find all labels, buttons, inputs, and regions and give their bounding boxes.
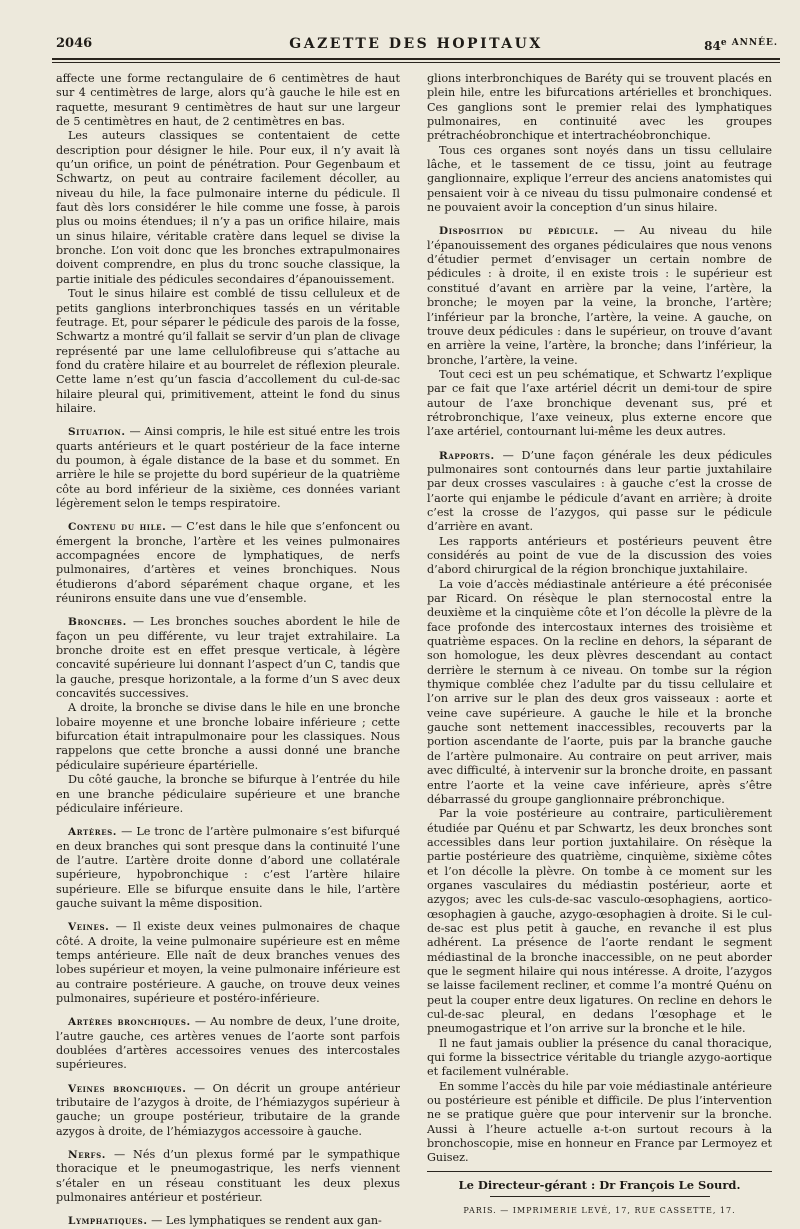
page-number: 2046 bbox=[56, 36, 93, 51]
section-text: — Au nombre de deux, l’une droite, l’autre gauche, ces artères venues de l’aorte sont parfois doublées d’artères accessoires venues des intercostales supérieures. bbox=[56, 1015, 401, 1072]
section-text: — C’est dans le hile que s’enfoncent ou émergent la bronche, l’artère et les veines pulmonaires accompagnées encore de lymphatiques, de nerfs pulmonaires, d’artères et veines bronchiques. Nous étudierons d’abord séparément chaque organe, et les réunirons ensuite dans une vue d’ensemble. bbox=[56, 520, 400, 606]
year-suffix: e ANNÉE. bbox=[720, 38, 778, 48]
section-heading: Disposition du pédicule. bbox=[439, 225, 599, 238]
paragraph: affecte une forme rectangulaire de 6 centimètres de haut sur 4 centimètres de large, alors qu’à gauche le hile est en raquette, mesurant 9 centimètres de haut sur une largeur de 5 centimètres en haut, de 2 centimètres en bas. bbox=[56, 72, 400, 129]
section-heading: Bronches. bbox=[68, 616, 127, 629]
paragraph: Tout ceci est un peu schématique, et Schwartz l’explique par ce fait que l’axe artériel décrit un demi-tour de spire autour de l’axe bronchique devenant sus, pré et rétrobronchique, l’axe veineux, plus externe encore que l’axe artériel, contournant lui-même les deux autres. bbox=[427, 367, 772, 439]
section-lymphatiques bbox=[56, 1214, 400, 1228]
section-heading: Rapports. bbox=[439, 449, 495, 462]
paragraph: En somme l’accès du hile par voie médiastinale antérieure ou postérieure est pénible et difficile. De plus l’intervention ne se pratique guère que pour intervenir sur la bronche. Aussi à l’heure actuelle a-t-on surtout recours à la bronchoscopie, mise en honneur en France par Lermoyez et Guisez. bbox=[427, 1079, 772, 1165]
section-heading: Veines. bbox=[68, 921, 110, 934]
section-heading: Lymphatiques. bbox=[68, 1215, 148, 1228]
right-column bbox=[427, 72, 772, 1218]
paragraph: Les auteurs classiques se contentaient de cette description pour désigner le hile. Pour eux, il n’y avait là qu’un orifice, un point de pénétration. Pour Gegenbaum et Schwartz, on peut au contraire facilement décoller, au niveau du hile, la face pulmonaire interne du pédicule. Il faut dès lors considérer le hile comme une fosse, à parois plus ou moins étendues; il n’y a pas un orifice hilaire, mais un sinus hilaire, véritable cratère dans lequel se divise la bronche. L’on voit donc que les bronches extrapulmonaires doivent comprendre, en plus du tronc souche classique, la partie initiale des pédicules secondaires d’épanouissement. bbox=[56, 129, 400, 286]
left-column bbox=[56, 72, 400, 1229]
section-text: — Les lymphatiques se rendent aux gan- bbox=[147, 1214, 382, 1228]
signature-rule bbox=[490, 1196, 710, 1197]
section-veines bbox=[56, 920, 400, 1006]
section-disposition bbox=[427, 224, 772, 367]
section-heading: Nerfs. bbox=[68, 1149, 107, 1162]
section-bronches bbox=[56, 615, 400, 701]
section-heading: Artères bronchiques. bbox=[68, 1016, 191, 1029]
section-rapports bbox=[427, 449, 772, 535]
section-text: — Le tronc de l’artère pulmonaire s’est bifurqué en deux branches qui sont presque dans la continuité l’une de l’autre. L’artère droite donne d’abord une collatérale supérieure, hypobronchique : c’est l’artère hilaire supérieure. Elle se bifurque ensuite dans le hile, l’artère gauche suivant la même disposition. bbox=[56, 825, 400, 910]
year-label bbox=[704, 38, 778, 53]
section-text: — On décrit un groupe antérieur tributaire de l’azygos à droite, de l’hémiazygos supérieur à gauche; un groupe postérieur, tributaire de la grande azygos à droite, de l’hémiazygos accessoire à gauche. bbox=[56, 1081, 400, 1138]
page-header bbox=[52, 36, 780, 60]
paragraph: La voie d’accès médiastinale antérieure a été préconisée par Ricard. On résèque le plan sternocostal entre la deuxième et la cinquième côte et l’on décolle la plèvre de la face profonde des intercostaux internes des troisième et quatrième espaces. On la recline en dehors, la séparant de son homologue, les deux plèvres descendant au contact derrière le sternum à ce niveau. On tombe sur la région thymique comblée chez l’adulte par du tissu cellulaire et l’on arrive sur le plan des deux gros vaisseaux : aorte et veine cave supérieure. A gauche le hile et la bronche gauche sont nettement inaccessibles, recouverts par la portion ascendante de l’aorte, puis par la branche gauche de l’artère pulmonaire. Au contraire on peut arriver, mais avec difficulté, à intervenir sur la bronche droite, en passant entre l’aorte et la veine cave inférieure, après s’être débarrassé du groupe ganglionnaire prébronchique. bbox=[427, 577, 772, 806]
section-arteres bbox=[56, 825, 400, 911]
paragraph: Les rapports antérieurs et postérieurs peuvent être considérés au point de vue de la discussion des voies d’abord chirurgical de la région bronchique juxtahilaire. bbox=[427, 534, 772, 577]
journal-title: GAZETTE DES HOPITAUX bbox=[289, 36, 543, 52]
section-nerfs bbox=[56, 1148, 400, 1205]
section-text: — Ainsi compris, le hile est situé entre les trois quarts antérieurs et le quart postérieur de la face interne du poumon, à égale distance de la base et du sommet. En arrière le hile se projette du bord supérieur de la quatrième côte au bord inférieur de la sixième, ces données variant légèrement selon le temps respiratoire. bbox=[56, 425, 400, 510]
section-heading: Situation. bbox=[68, 426, 126, 439]
header-rule bbox=[52, 58, 780, 60]
paragraph: Tous ces organes sont noyés dans un tissu cellulaire lâche, et le tassement de ce tissu, joint au feutrage ganglionnaire, explique l’erreur des anciens anatomistes qui pensaient voir à ce niveau du tissu pulmonaire condensé et ne pouvaient avoir la conception d’un sinus hilaire. bbox=[427, 143, 772, 215]
section-heading: Contenu du hile. bbox=[68, 521, 167, 534]
section-arteres-bronchiques bbox=[56, 1015, 400, 1072]
section-heading: Artères. bbox=[68, 826, 118, 839]
section-text: — Nés d’un plexus formé par le sympathique thoracique et le pneumogastrique, les nerfs viennent s’étaler en un réseau constituant les deux plexus pulmonaires antérieur et postérieur. bbox=[56, 1148, 400, 1205]
paragraph: A droite, la bronche se divise dans le hile en une bronche lobaire moyenne et une bronche lobaire inférieure ; cette bifurcation était intrapulmonaire pour les classiques. Nous rappelons que cette bronche a aussi donné une branche pédiculaire supérieure épartérielle. bbox=[56, 701, 400, 772]
section-heading: Veines bronchiques. bbox=[68, 1082, 187, 1095]
paragraph: Du côté gauche, la bronche se bifurque à l’entrée du hile en une branche pédiculaire supérieure et une branche pédiculaire inférieure. bbox=[56, 773, 400, 815]
section-text: — Les bronches souches abordent le hile de façon un peu différente, vu leur trajet extrahilaire. La bronche droite est en effet presque verticale, à légère concavité supérieure lui donnant l’aspect d’un C, tandis que la gauche, presque horizontale, a la forme d’un S avec deux concavités successives. bbox=[56, 615, 400, 701]
section-situation bbox=[56, 425, 400, 511]
section-text: — Il existe deux veines pulmonaires de chaque côté. A droite, la veine pulmonaire supérieure est en même temps antérieure. Elle naît de deux branches venues des lobes supérieur et moyen, la veine pulmonaire inférieure est au contraire postérieure. A gauche, on trouve deux veines pulmonaires, supérieure et postéro-inférieure. bbox=[56, 920, 400, 1005]
section-text: — D’une façon générale les deux pédicules pulmonaires sont contournés dans leur partie juxtahilaire par deux crosses vasculaires : à gauche c’est la crosse de l’aorte qui enjambe le pédicule d’avant en arrière; à droite c’est la crosse de l’azygos, qui passe sur le pédicule d’arrière en avant. bbox=[427, 448, 772, 534]
paragraph: Tout le sinus hilaire est comblé de tissu celluleux et de petits ganglions interbronchiques tassés en un véritable feutrage. Et, pour séparer le pédicule des parois de la fosse, Schwartz a montré qu’il fallait se servir d’un plan de clivage représenté par une lame cellulofibreuse qui s’attache au fond du cratère hilaire et au bourrelet de réflexion pleurale. Cette lame n’est qu’un fascia d’accollement du cul-de-sac hilaire pleural qui, primitivement, atteint le fond du sinus hilaire. bbox=[56, 287, 400, 415]
paragraph: Par la voie postérieure au contraire, particulièrement étudiée par Quénu et par Schwartz, les deux bronches sont accessibles dans leur portion juxtahilaire. On résèque la partie postérieure des quatrième, cinquième, sixième côtes et l’on décolle la plèvre. On tombe à ce moment sur les organes vasculaires du médiastin postérieur, aorte et azygos; avec les culs-de-sac vasculo-œsophagiens, aortico-œsophagien à gauche, azygo-œsophagien à droite. Si le cul-de-sac est plus petit à gauche, en revanche il est plus adhérent. La présence de l’aorte rendant le segment médiastinal de la bronche inaccessible, on ne peut aborder que le segment hilaire qui nous intéresse. A droite, l’azygos se laisse facilement recliner, et comme l’a montré Quénu on peut la couper entre deux ligatures. On recline en dehors le cul-de-sac pleural, en dedans l’œsophage et le pneumogastrique et l’on arrive sur la bronche et le hile. bbox=[427, 807, 772, 1036]
paragraph: glions interbronchiques de Baréty qui se trouvent placés en plein hile, entre les bifurcations artérielles et bronchiques. Ces ganglions sont le premier relai des lymphatiques pulmonaires, en continuité avec les groupes prétrachéobronchique et intertrachéobronchique. bbox=[427, 72, 772, 143]
paragraph: Il ne faut jamais oublier la présence du canal thoracique, qui forme la bissectrice véritable du triangle azygo-aortique et facilement vulnérable. bbox=[427, 1036, 772, 1079]
header-rule-thin bbox=[52, 62, 780, 63]
section-veines-bronchiques bbox=[56, 1082, 400, 1139]
director-signature: Le Directeur-gérant : Dr François Le Sourd. bbox=[427, 1171, 772, 1192]
section-contenu bbox=[56, 520, 400, 606]
year-number: 84 bbox=[704, 39, 721, 53]
section-text: — Au niveau du hile l’épanouissement des organes pédiculaires que nous venons d’étudier permet d’envisager un certain nombre de pédicules : à droite, il en existe trois : le supérieur est constitué d’avant en arrière par la veine, l’artère, la bronche; le moyen par la veine, la bronche, l’artère; l’inférieur par la bronche, l’artère, la veine. A gauche, on trouve deux pédicules : dans le supérieur, on trouve d’avant en arrière la veine, l’artère, la bronche; dans l’inférieur, la bronche, l’artère, la veine. bbox=[427, 224, 772, 367]
printer-imprint: PARIS. — IMPRIMERIE LEVÉ, 17, RUE CASSETTE, 17. bbox=[463, 1206, 736, 1216]
